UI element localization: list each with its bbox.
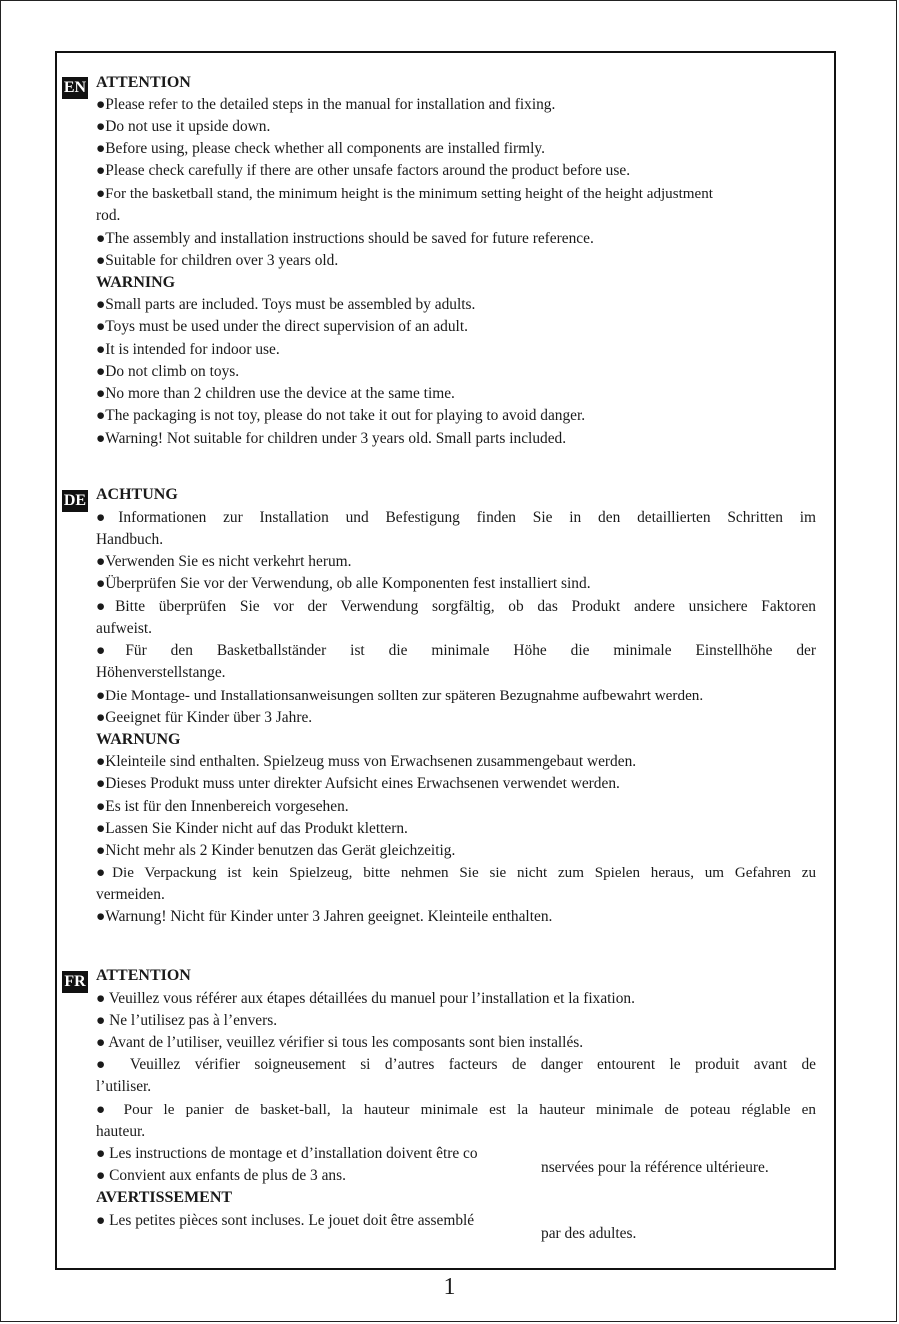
- de-attention-item: ●Die Montage- und Installationsanweisungen sollten zur späteren Bezugnahme aufbewahrt werden.: [96, 687, 704, 704]
- fr-attention-item: ● Pour le panier de basket-ball, la hauteur minimale est la hauteur minimale de poteau réglable en: [96, 1101, 816, 1118]
- de-warning-item: ●Nicht mehr als 2 Kinder benutzen das Gerät gleichzeitig.: [96, 842, 456, 859]
- en-warning-item: ●The packaging is not toy, please do not take it out for playing to avoid danger.: [96, 407, 586, 424]
- fr-attention-item: ● Convient aux enfants de plus de 3 ans.: [96, 1167, 346, 1184]
- de-attention-item-cont: Höhenverstellstange.: [96, 664, 226, 681]
- en-attention-heading: ATTENTION: [96, 74, 191, 91]
- de-attention-item: ●Informationen zur Installation und Befestigung finden Sie in den detaillierten Schritten im: [96, 509, 816, 526]
- fr-attention-item: ● Veuillez vous référer aux étapes détaillées du manuel pour l’installation et la fixation.: [96, 990, 635, 1007]
- en-warning-item: ●Small parts are included. Toys must be assembled by adults.: [96, 296, 476, 313]
- de-attention-item-cont: Handbuch.: [96, 531, 164, 548]
- fr-warning-item-fragment: par des adultes.: [541, 1225, 637, 1242]
- de-warning-item: ●Dieses Produkt muss unter direkter Aufsicht eines Erwachsenen verwendet werden.: [96, 775, 620, 792]
- fr-warning-heading: AVERTISSEMENT: [96, 1189, 233, 1206]
- fr-attention-heading: ATTENTION: [96, 967, 191, 984]
- lang-tag-fr: FR: [62, 971, 88, 993]
- fr-attention-item: ● Les instructions de montage et d’installation doivent être co: [96, 1145, 478, 1162]
- de-warning-item: ●Lassen Sie Kinder nicht auf das Produkt klettern.: [96, 820, 408, 837]
- lang-tag-de: DE: [62, 490, 88, 512]
- page-number: 1: [443, 1274, 456, 1300]
- de-warning-item: ●Die Verpackung ist kein Spielzeug, bitte nehmen Sie sie nicht zum Spielen heraus, um Gefahren zu: [96, 865, 816, 881]
- fr-attention-item-fragment: nservées pour la référence ultérieure.: [541, 1159, 769, 1176]
- fr-attention-item-cont: l’utiliser.: [96, 1078, 152, 1095]
- de-attention-item: ●Verwenden Sie es nicht verkehrt herum.: [96, 553, 352, 570]
- de-attention-item: ●Überprüfen Sie vor der Verwendung, ob alle Komponenten fest installiert sind.: [96, 575, 591, 592]
- de-warning-heading: WARNUNG: [96, 731, 181, 748]
- fr-attention-item: ● Ne l’utilisez pas à l’envers.: [96, 1012, 278, 1029]
- de-attention-item: ●Geeignet für Kinder über 3 Jahre.: [96, 709, 313, 726]
- fr-attention-item: ● Veuillez vérifier soigneusement si d’autres facteurs de danger entourent le produit avant de: [96, 1056, 816, 1073]
- de-attention-item: ●Für den Basketballständer ist die minimale Höhe die minimale Einstellhöhe der: [96, 642, 816, 659]
- de-warning-item: ●Warnung! Nicht für Kinder unter 3 Jahren geeignet. Kleinteile enthalten.: [96, 908, 553, 925]
- de-attention-item-cont: aufweist.: [96, 620, 152, 637]
- en-attention-item-cont: rod.: [96, 207, 121, 224]
- en-warning-item: ●Do not climb on toys.: [96, 363, 240, 380]
- en-warning-item: ●It is intended for indoor use.: [96, 341, 280, 358]
- en-warning-item: ●Warning! Not suitable for children under 3 years old. Small parts included.: [96, 430, 567, 447]
- en-attention-item: ●Suitable for children over 3 years old.: [96, 252, 339, 269]
- fr-attention-item-cont: hauteur.: [96, 1123, 146, 1140]
- en-warning-heading: WARNING: [96, 274, 176, 291]
- en-attention-item: ●Please refer to the detailed steps in the manual for installation and fixing.: [96, 96, 556, 113]
- fr-attention-item: ● Avant de l’utiliser, veuillez vérifier si tous les composants sont bien installés.: [96, 1034, 584, 1051]
- de-attention-item: ●Bitte überprüfen Sie vor der Verwendung sorgfältig, ob das Produkt andere unsichere Faktoren: [96, 598, 816, 615]
- de-warning-item: ●Kleinteile sind enthalten. Spielzeug muss von Erwachsenen zusammengebaut werden.: [96, 753, 637, 770]
- en-attention-item: ●For the basketball stand, the minimum height is the minimum setting height of the height adjustment: [96, 186, 713, 202]
- en-attention-item: ●The assembly and installation instructions should be saved for future reference.: [96, 230, 594, 247]
- de-attention-heading: ACHTUNG: [96, 486, 178, 503]
- lang-tag-en: EN: [62, 77, 88, 99]
- fr-warning-item: ● Les petites pièces sont incluses. Le jouet doit être assemblé: [96, 1212, 475, 1229]
- en-attention-item: ●Do not use it upside down.: [96, 118, 271, 135]
- de-warning-item: ●Es ist für den Innenbereich vorgesehen.: [96, 798, 349, 815]
- de-warning-item-cont: vermeiden.: [96, 886, 165, 903]
- en-warning-item: ●No more than 2 children use the device at the same time.: [96, 385, 455, 402]
- en-attention-item: ●Please check carefully if there are other unsafe factors around the product before use.: [96, 162, 631, 179]
- en-warning-item: ●Toys must be used under the direct supervision of an adult.: [96, 318, 468, 335]
- en-attention-item: ●Before using, please check whether all components are installed firmly.: [96, 140, 545, 157]
